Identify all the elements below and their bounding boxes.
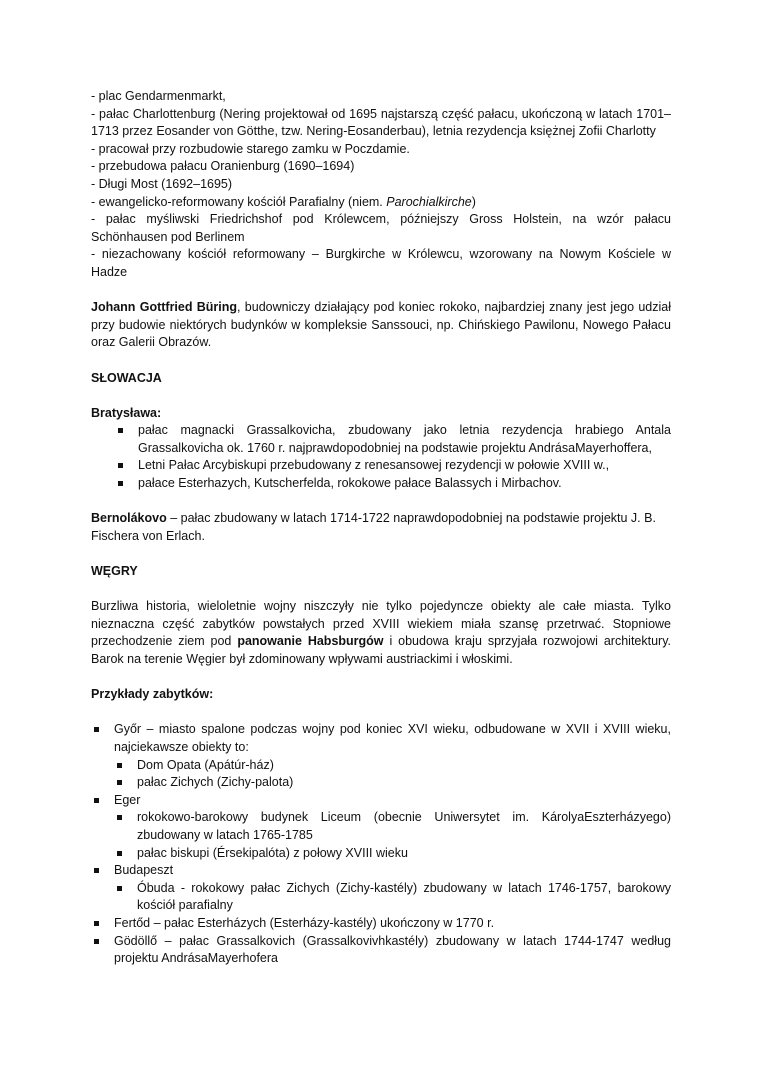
list-item [91, 862, 671, 915]
bernolakovo-name: Bernolákovo [91, 511, 167, 526]
list-item: Fertőd – pałac Esterházych (Esterházy-kastély) ukończony w 1770 r. [91, 915, 671, 933]
intro-line [91, 194, 671, 212]
list-item: rokokowo-barokowy budynek Liceum (obecnie Uniwersytet im. KárolyaEszterházyego) zbudowany w latach 1765-1785 [114, 809, 671, 844]
document-page [91, 88, 671, 968]
bratyslawa-list [115, 422, 671, 492]
intro-line: - niezachowany kościół reformowany – Burgkirche w Królewcu, wzorowany na Nowym Kościele w Hadze [91, 247, 671, 279]
wegry-paragraph [91, 598, 671, 668]
list-item: pałace Esterhazych, Kutscherfelda, rokokowe pałace Balassych i Mirbachov. [115, 475, 671, 493]
list-item: Dom Opata (Apátúr-ház) [114, 757, 671, 775]
intro-line: - pałac myśliwski Friedrichshof pod Królewcem, późniejszy Gross Holstein, na wzór pałacu Schönhausen pod Berlinem [91, 212, 671, 244]
sublist [114, 880, 671, 915]
section-heading-slowacja: SŁOWACJA [91, 370, 162, 385]
list-item [91, 792, 671, 862]
list-item: Óbuda - rokokowy pałac Zichych (Zichy-kastély) zbudowany w latach 1746-1757, barokowy kościół parafialny [114, 880, 671, 915]
sublist [114, 757, 671, 792]
intro-text: ) [471, 194, 476, 209]
wegry-bold: panowanie Habsburgów [237, 634, 384, 649]
list-item: pałac biskupi (Érsekipalóta) z połowy XVIII wieku [114, 845, 671, 863]
buring-paragraph [91, 299, 671, 352]
wegry-text: i obudowa kraju sprzyjała rozwojowi architektury. Barok na terenie Węgier był zdominowany wpływami austriackimi i włoskimi. [91, 634, 671, 666]
subheading-bratyslawa: Bratysława: [91, 405, 162, 420]
intro-line: - pracował przy rozbudowie starego zamku w Poczdamie. [91, 141, 410, 156]
bernolakovo-paragraph [91, 510, 671, 545]
examples-list [91, 721, 671, 967]
examples-heading: Przykłady zabytków: [91, 687, 214, 702]
item-text: Budapeszt [114, 863, 174, 878]
item-text: Eger [114, 792, 141, 807]
wegry-text: Burzliwa historia, wieloletnie wojny niszczyły nie tylko pojedyncze obiekty ale całe miasta. Tylko nieznaczna część zabytków powstałych przed XVIII wiekiem miała szansę przetrwać. Stopniowe przechodzenie ziem pod [91, 599, 671, 649]
sublist [114, 809, 671, 862]
item-text: Győr – miasto spalone podczas wojny pod koniec XVI wieku, odbudowane w XVII i XVIII wieku, najciekawsze obiekty to: [114, 722, 671, 754]
section-heading-wegry: WĘGRY [91, 564, 138, 579]
bernolakovo-text: – pałac zbudowany w latach 1714-1722 naprawdopodobniej na podstawie projektu J. B. Fischera von Erlach. [91, 511, 656, 543]
list-item [91, 721, 671, 791]
list-item: Gödöllő – pałac Grassalkovich (Grassalkovivhkastély) zbudowany w latach 1744-1747 według projektu AndrásaMayerhofera [91, 933, 671, 968]
intro-italic: Parochialkirche [386, 194, 472, 209]
intro-line: - plac Gendarmenmarkt, [91, 89, 226, 103]
list-item: Letni Pałac Arcybiskupi przebudowany z renesansowej rezydencji w połowie XVIII w., [115, 457, 671, 475]
buring-text: , budowniczy działający pod koniec rokoko, najbardziej znany jest jego udział przy budowie niektórych budynków w kompleksie Sanssouci, np. Chińskiego Pawilonu, Nowego Pałacu oraz Galerii Obrazów. [91, 300, 671, 350]
intro-line: - Długi Most (1692–1695) [91, 176, 233, 191]
intro-text: - ewangelicko-reformowany kościół Parafialny (niem. [91, 194, 387, 209]
buring-name: Johann Gottfried Büring [91, 300, 238, 315]
list-item: pałac Zichych (Zichy-palota) [114, 774, 671, 792]
intro-line: - przebudowa pałacu Oranienburg (1690–1694) [91, 159, 355, 174]
intro-line: - pałac Charlottenburg (Nering projektował od 1695 najstarszą część pałacu, ukończoną w latach 1701–1713 przez Eosander von Götthe, tzw. Nering-Eosanderbau), letnia rezydencja księżnej Zofii Charlotty [91, 106, 671, 139]
list-item: pałac magnacki Grassalkovicha, zbudowany jako letnia rezydencja hrabiego Antala Grassalkovicha ok. 1760 r. najprawdopodobniej na podstawie projektu AndrásaMayerhoffera, [115, 422, 671, 457]
